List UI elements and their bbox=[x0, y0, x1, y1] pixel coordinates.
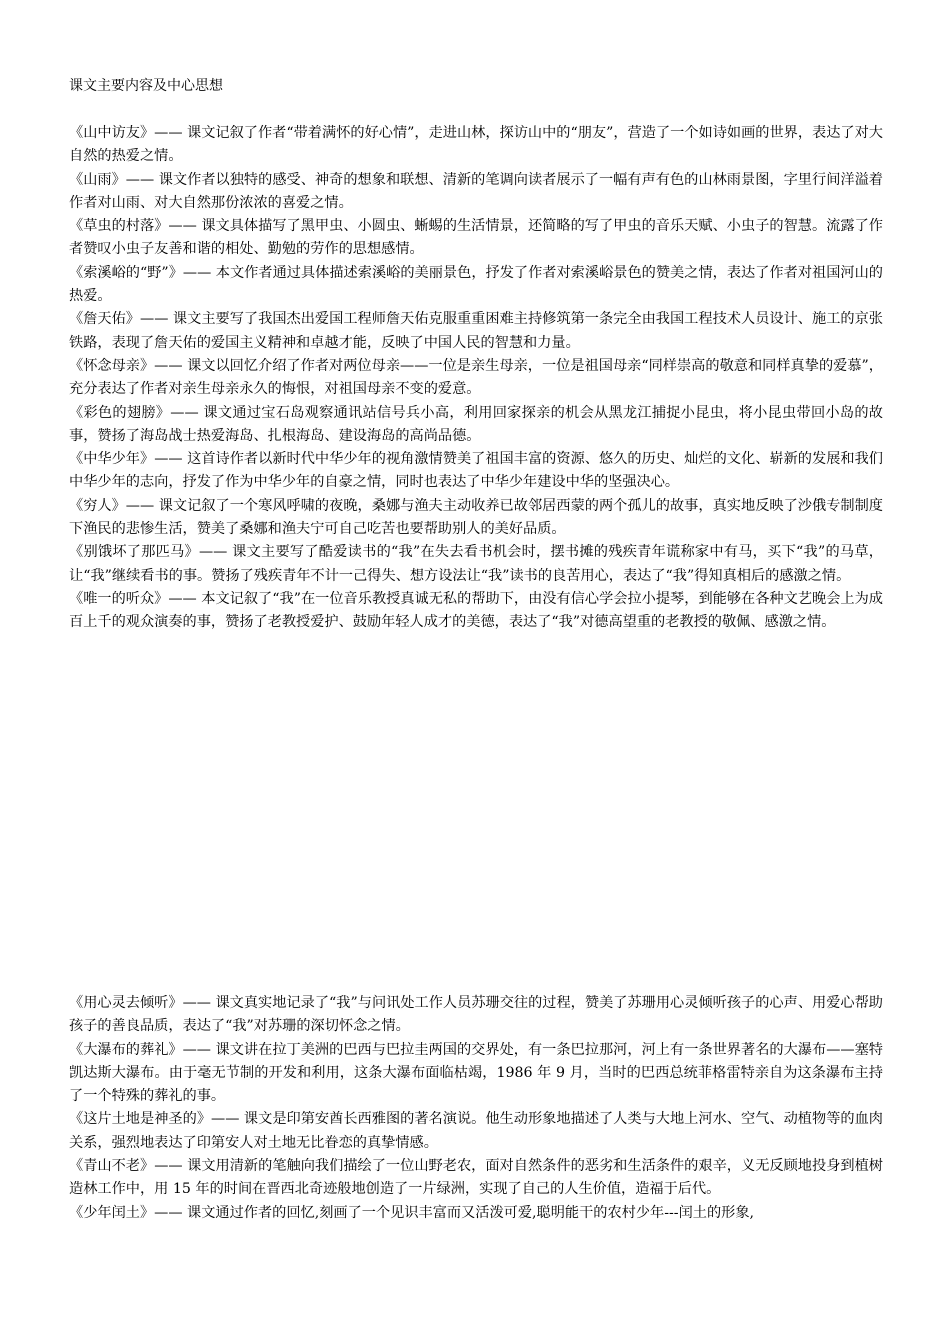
lesson-summary-paragraph: 《用心灵去倾听》—— 课文真实地记录了“我”与问讯处工作人员苏珊交往的过程，赞美了苏珊用心灵倾听孩子的心声、用爱心帮助孩子的善良品质，表达了“我”对苏珊的深切怀念之情。 bbox=[69, 995, 883, 1035]
lesson-summary-paragraph: 《山雨》—— 课文作者以独特的感受、神奇的想象和联想、清新的笔调向读者展示了一幅有声有色的山林雨景图，字里行间洋溢着作者对山雨、对大自然那份浓浓的喜爱之情。 bbox=[69, 171, 883, 211]
lesson-summary-paragraph: 《山中访友》—— 课文记叙了作者“带着满怀的好心情”，走进山林，探访山中的“朋友”，营造了一个如诗如画的世界，表达了对大自然的热爱之情。 bbox=[69, 125, 883, 165]
lesson-summary-paragraph: 《彩色的翅膀》—— 课文通过宝石岛观察通讯站信号兵小高，利用回家探亲的机会从黑龙江捕捉小昆虫，将小昆虫带回小岛的故事，赞扬了海岛战士热爱海岛、扎根海岛、建设海岛的高尚品德。 bbox=[69, 404, 883, 444]
document-title: 课文主要内容及中心思想 bbox=[69, 78, 223, 94]
lesson-summary-paragraph: 《索溪峪的“野”》—— 本文作者通过具体描述索溪峪的美丽景色，抒发了作者对索溪峪景色的赞美之情，表达了作者对祖国河山的热爱。 bbox=[69, 264, 883, 305]
lesson-summary-paragraph: 《少年闰土》—— 课文通过作者的回忆,刻画了一个见识丰富而又活泼可爱,聪明能干的农村少年---闰土的形象, bbox=[69, 1204, 755, 1221]
lesson-summary-paragraph: 《青山不老》—— 课文用清新的笔触向我们描绘了一位山野老农，面对自然条件的恶劣和生活条件的艰辛，义无反顾地投身到植树造林工作中，用 15 年的时间在晋西北奇迹般地创造了一片绿洲，实现了自己的人生价值，造福于后代。 bbox=[69, 1158, 883, 1198]
summary-section-top bbox=[69, 122, 883, 635]
lesson-summary-paragraph: 《大瀑布的葬礼》—— 课文讲在拉丁美洲的巴西与巴拉圭两国的交界处，有一条巴拉那河，河上有一条世界著名的大瀑布——塞特凯达斯大瀑布。由于毫无节制的开发和利用，这条大瀑布面临枯竭，1986 年 9 月，当时的巴西总统菲格雷特亲自为这条瀑布主持了一个特殊的葬礼的事。 bbox=[69, 1041, 883, 1105]
lesson-summary-paragraph: 《别饿坏了那匹马》—— 课文主要写了酷爱读书的“我”在失去看书机会时，摆书摊的残疾青年谎称家中有马，买下“我”的马草，让“我”继续看书的事。赞扬了残疾青年不计一己得失、想方设法让“我”读书的良苦用心，表达了“我”得知真相后的感激之情。 bbox=[69, 544, 883, 584]
lesson-summary-paragraph: 《唯一的听众》—— 本文记叙了“我”在一位音乐教授真诚无私的帮助下，由没有信心学会拉小提琴，到能够在各种文艺晚会上为成百上千的观众演奏的事，赞扬了老教授爱护、鼓励年轻人成才的美德，表达了“我”对德高望重的老教授的敬佩、感激之情。 bbox=[69, 590, 883, 631]
lesson-summary-paragraph: 《草虫的村落》—— 课文具体描写了黑甲虫、小圆虫、蜥蜴的生活情景，还简略的写了甲虫的音乐天赋、小虫子的智慧。流露了作者赞叹小虫子友善和谐的相处、勤勉的劳作的思想感情。 bbox=[69, 218, 883, 258]
lesson-summary-paragraph: 《穷人》—— 课文记叙了一个寒风呼啸的夜晚，桑娜与渔夫主动收养已故邻居西蒙的两个孤儿的故事，真实地反映了沙俄专制制度下渔民的悲惨生活，赞美了桑娜和渔夫宁可自己吃苦也要帮助别人的美好品质。 bbox=[69, 497, 883, 538]
summary-section-bottom bbox=[69, 992, 883, 1225]
lesson-summary-paragraph: 《中华少年》—— 这首诗作者以新时代中华少年的视角激情赞美了祖国丰富的资源、悠久的历史、灿烂的文化、崭新的发展和我们中华少年的志向，抒发了作为中华少年的自豪之情，同时也表达了中华少年建设中华的坚强决心。 bbox=[69, 451, 883, 491]
lesson-summary-paragraph: 《这片土地是神圣的》—— 课文是印第安酋长西雅图的著名演说。他生动形象地描述了人类与大地上河水、空气、动植物等的血肉关系，强烈地表达了印第安人对土地无比眷恋的真挚情感。 bbox=[69, 1111, 883, 1151]
lesson-summary-paragraph: 《詹天佑》—— 课文主要写了我国杰出爱国工程师詹天佑克服重重困难主持修筑第一条完全由我国工程技术人员设计、施工的京张铁路，表现了詹天佑的爱国主义精神和卓越才能，反映了中国人民的智慧和力量。 bbox=[69, 311, 883, 351]
lesson-summary-paragraph: 《怀念母亲》—— 课文以回忆介绍了作者对两位母亲——一位是亲生母亲，一位是祖国母亲“同样崇高的敬意和同样真挚的爱慕”，充分表达了作者对亲生母亲永久的悔恨，对祖国母亲不变的爱意。 bbox=[69, 357, 883, 398]
